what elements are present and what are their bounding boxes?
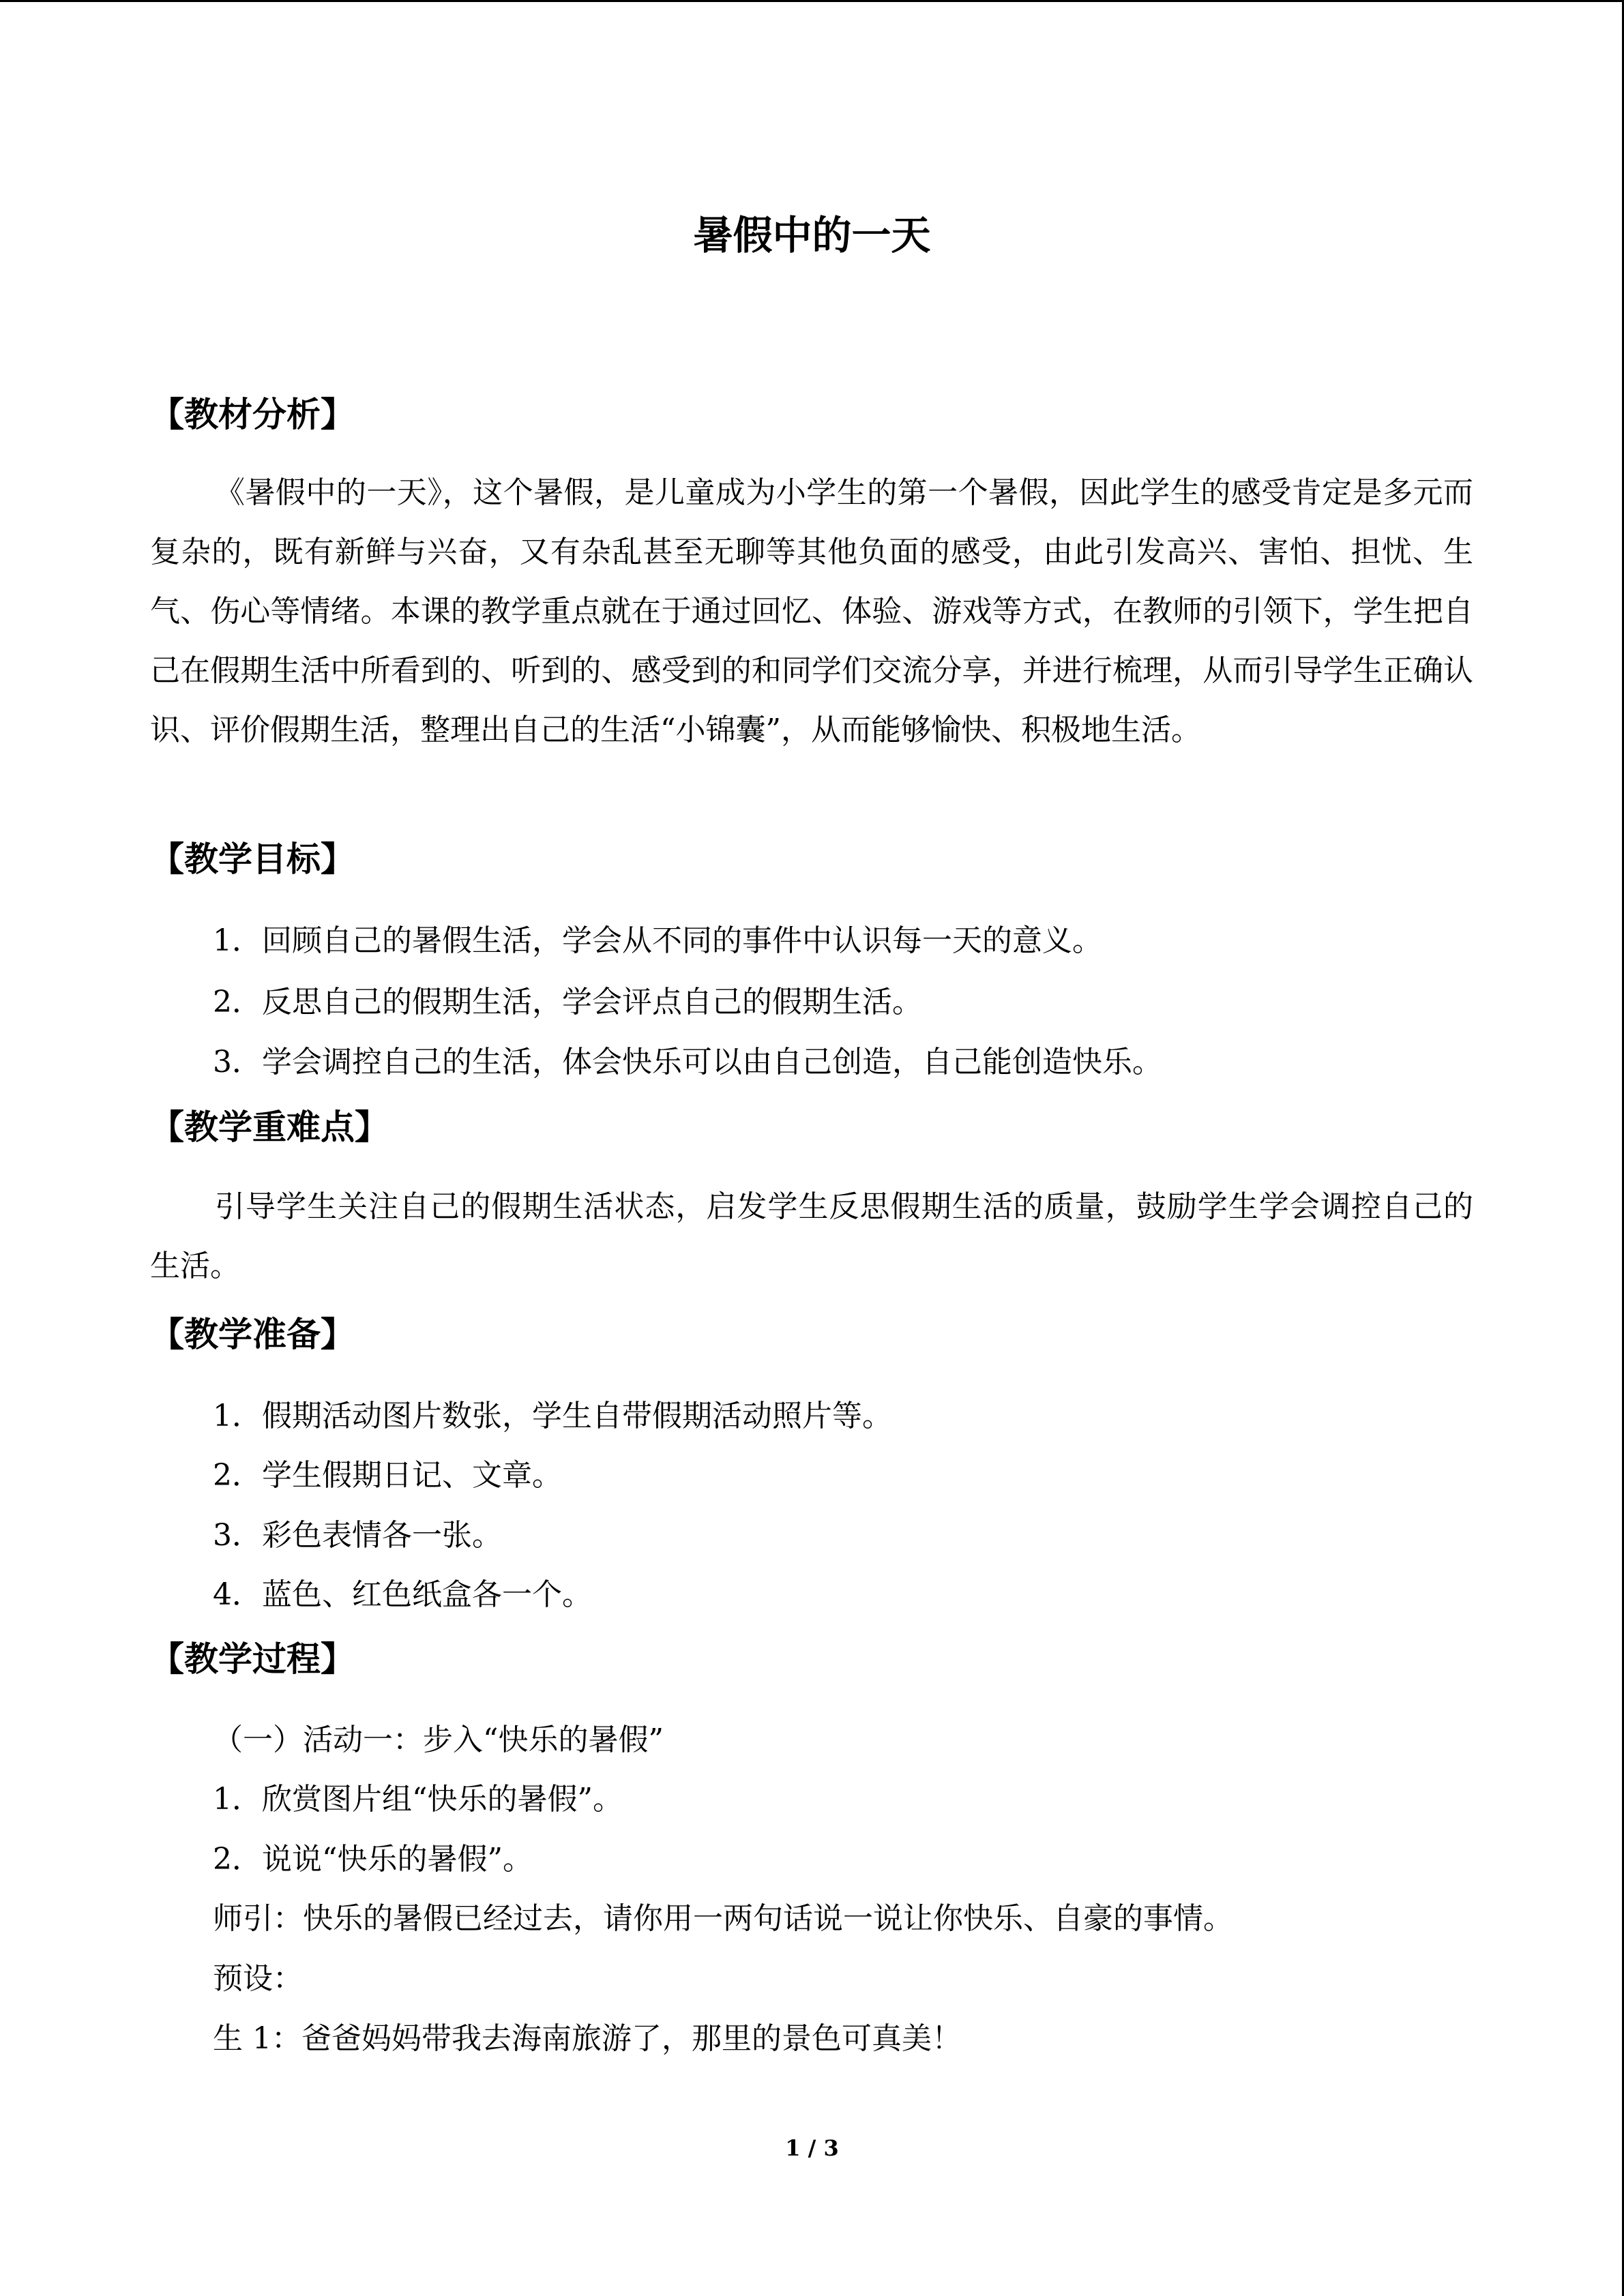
- goal-item-3: 3．学会调控自己的生活，体会快乐可以由自己创造，自己能创造快乐。: [213, 1045, 1162, 1079]
- process-line-2: 1．欣赏图片组“快乐的暑假”。: [213, 1782, 623, 1817]
- heading-process: 【教学过程】: [150, 1639, 355, 1679]
- prep-item-4: 4．蓝色、红色纸盒各一个。: [213, 1577, 592, 1612]
- heading-key-points: 【教学重难点】: [150, 1107, 389, 1147]
- process-line-4: 师引：快乐的暑假已经过去，请你用一两句话说一说让你快乐、自豪的事情。: [213, 1901, 1233, 1936]
- page-border-top: [0, 0, 1624, 2]
- heading-analysis: 【教材分析】: [150, 395, 355, 434]
- page-number: 1 / 3: [785, 2135, 839, 2161]
- key-points-paragraph: 引导学生关注自己的假期生活状态，启发学生反思假期生活的质量，鼓励学生学会调控自己的生活。: [150, 1189, 1473, 1283]
- heading-goals: 【教学目标】: [150, 839, 355, 879]
- prep-item-3: 3．彩色表情各一张。: [213, 1518, 502, 1553]
- analysis-paragraph: 《暑假中的一天》，这个暑假，是儿童成为小学生的第一个暑假，因此学生的感受肯定是多元而复杂的，既有新鲜与兴奋，又有杂乱甚至无聊等其他负面的感受，由此引发高兴、害怕、担忧、生气、伤心等情绪。本课的教学重点就在于通过回忆、体验、游戏等方式，在教师的引领下，学生把自己在假期生活中所看到的、听到的、感受到的和同学们交流分享，并进行梳理，从而引导学生正确认识、评价假期生活，整理出自己的生活“小锦囊”，从而能够愉快、积极地生活。: [150, 475, 1473, 747]
- process-line-3: 2．说说“快乐的暑假”。: [213, 1842, 533, 1877]
- document-title: 暑假中的一天: [693, 212, 931, 258]
- goal-item-1: 1．回顾自己的暑假生活，学会从不同的事件中认识每一天的意义。: [213, 923, 1102, 958]
- goal-item-2: 2．反思自己的假期生活，学会评点自己的假期生活。: [213, 985, 922, 1019]
- prep-item-2: 2．学生假期日记、文章。: [213, 1458, 562, 1493]
- heading-preparation: 【教学准备】: [150, 1315, 355, 1354]
- process-line-6: 生 1：爸爸妈妈带我去海南旅游了，那里的景色可真美！: [213, 2021, 962, 2056]
- process-line-1: （一）活动一：步入“快乐的暑假”: [213, 1723, 664, 1757]
- process-line-5: 预设：: [213, 1961, 303, 1996]
- prep-item-1: 1．假期活动图片数张，学生自带假期活动照片等。: [213, 1399, 892, 1433]
